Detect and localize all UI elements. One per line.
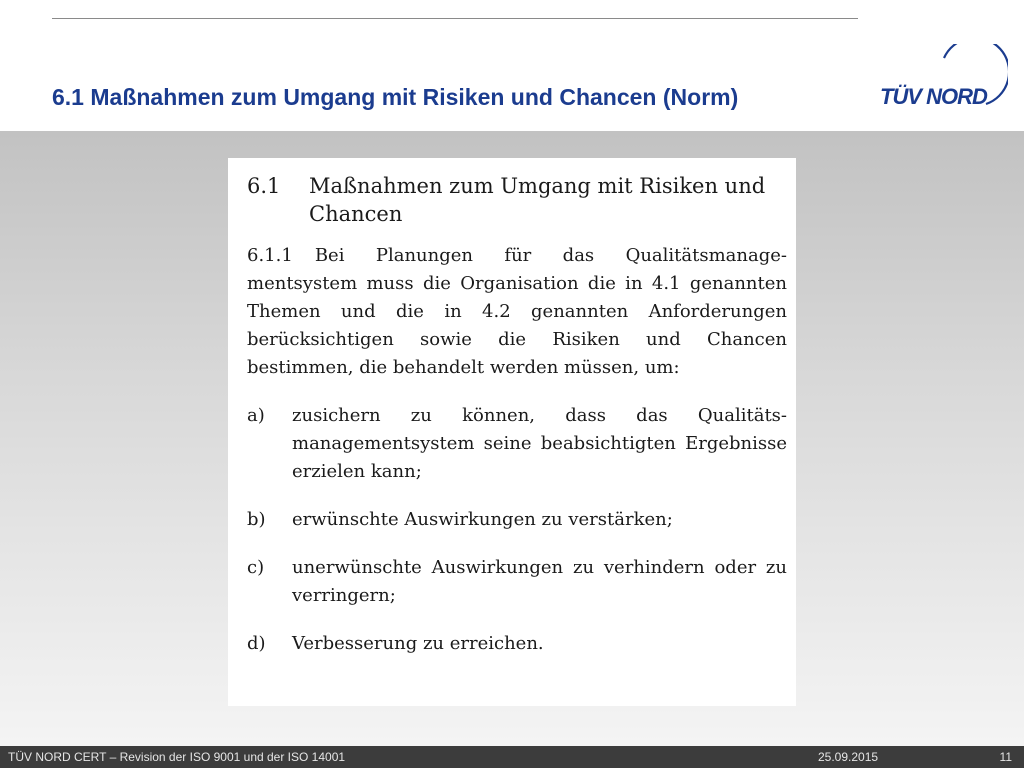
- list-label: d): [247, 633, 266, 654]
- list-text: Verbesserung zu erreichen.: [292, 633, 544, 654]
- paragraph-number: 6.1.1: [247, 245, 293, 266]
- list-label: a): [247, 405, 265, 426]
- logo-wordmark: TÜV NORD: [880, 84, 987, 109]
- slide-title: 6.1 Maßnahmen zum Umgang mit Risiken und Chancen (Norm): [52, 84, 739, 110]
- list-item-b: [247, 506, 787, 534]
- tuv-nord-logo: [874, 44, 1008, 114]
- footer-caption: TÜV NORD CERT – Revision der ISO 9001 und der ISO 14001: [8, 750, 346, 764]
- list-text: erwünschte Auswirkungen zu verstärken;: [292, 509, 673, 530]
- list-item-c: [247, 554, 787, 610]
- list-text: unerwünschte Auswirkungen zu verhindern oder zu verringern;: [292, 557, 787, 606]
- paragraph-text: Bei Planungen für das Qualitätsmanage-mentsystem muss die Organisation die in 4.1 genannten Themen und die in 4.2 genannten Anforderungen berücksichtigen sowie die Risiken und Chancen bestimmen, die behandelt werden müssen, um:: [247, 245, 787, 378]
- list-label: c): [247, 557, 265, 578]
- list-label: b): [247, 509, 266, 530]
- list-text: zusichern zu können, dass das Qualitäts-managementsystem seine beabsichtigten Ergebnisse erzielen kann;: [292, 405, 787, 482]
- slide-footer: [0, 746, 1024, 768]
- section-number: 6.1: [247, 174, 281, 198]
- section-title: Maßnahmen zum Umgang mit Risiken und Chancen: [309, 174, 766, 226]
- norm-excerpt: [228, 158, 796, 706]
- page-number: 11: [999, 750, 1012, 764]
- list-item-d: [247, 630, 787, 658]
- list-item-a: [247, 402, 787, 486]
- slide-header: [0, 0, 1024, 131]
- paragraph-6-1-1: [247, 242, 787, 382]
- section-heading: [247, 172, 787, 228]
- footer-date: 25.09.2015: [818, 750, 879, 764]
- top-divider: [52, 18, 858, 19]
